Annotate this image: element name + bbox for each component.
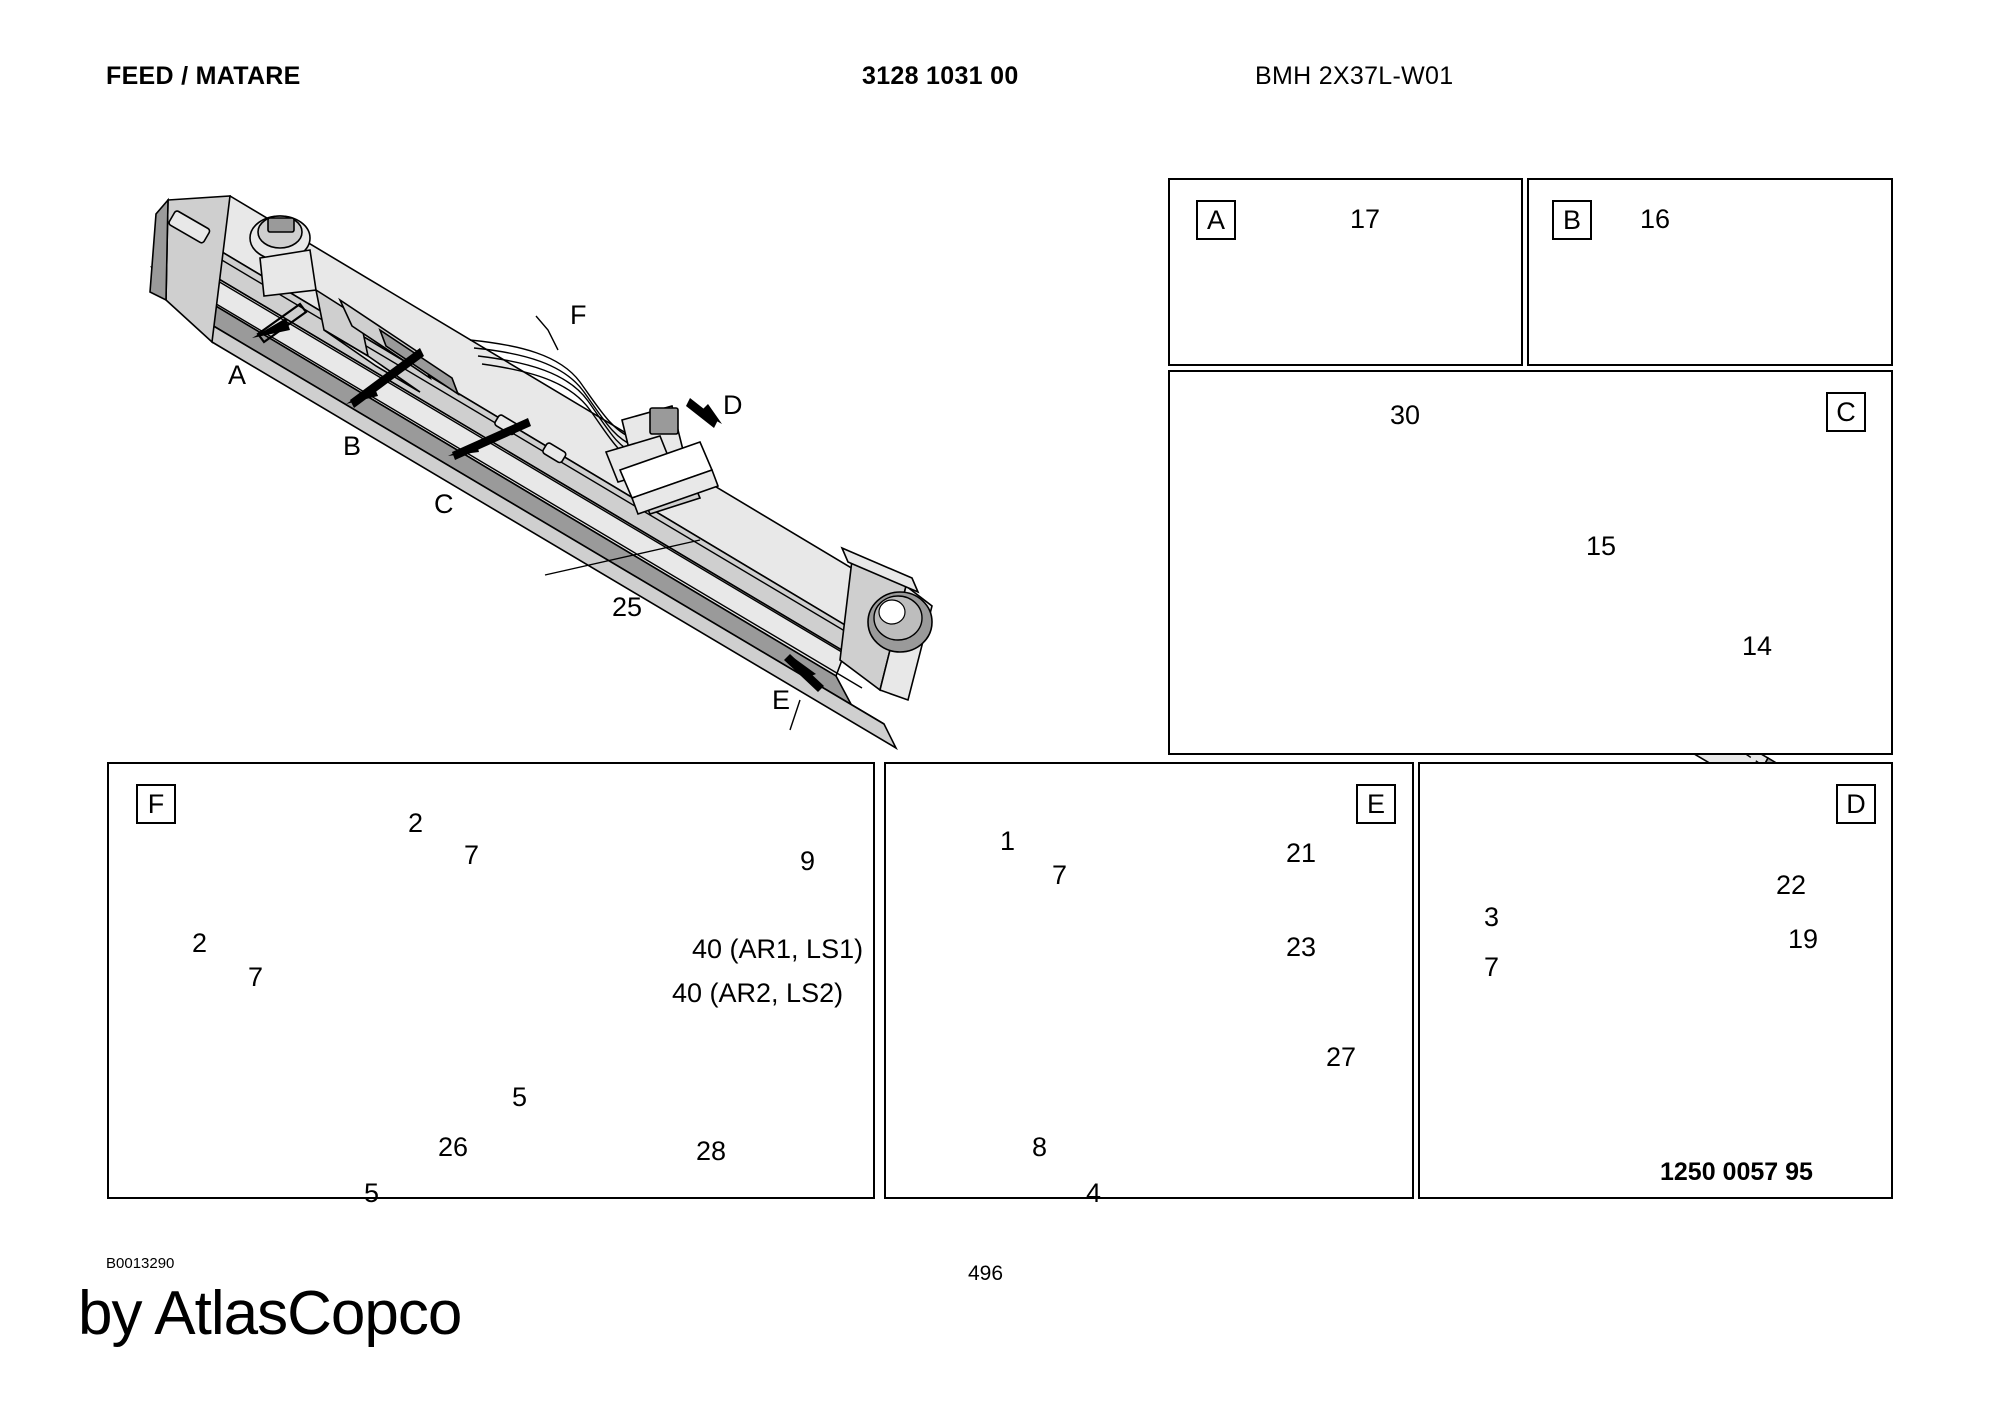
callout-e: E [772,685,791,715]
header-title: FEED / MATARE [106,62,301,90]
header-model: BMH 2X37L-W01 [1255,62,1454,90]
label-e-21: 21 [1286,838,1317,868]
label-14: 14 [1742,631,1773,661]
callout-c: C [434,489,454,519]
label-f-7a: 7 [464,840,480,870]
panel-letter-f: F [136,784,176,824]
label-d-22: 22 [1776,870,1807,900]
label-d-19: 19 [1788,924,1819,954]
page-number: 496 [968,1262,1004,1285]
label-e-8: 8 [1032,1132,1048,1162]
callout-25: 25 [612,592,643,622]
label-f-2b: 2 [192,928,208,958]
label-f-2a: 2 [408,808,424,838]
label-15: 15 [1586,531,1617,561]
label-e-4: 4 [1086,1178,1102,1208]
document-number: 1250 0057 95 [1660,1158,1813,1186]
panel-letter-e: E [1356,784,1396,824]
label-e-7: 7 [1052,860,1068,890]
label-e-27: 27 [1326,1042,1357,1072]
header-part-number: 3128 1031 00 [862,62,1019,90]
label-f-9: 9 [800,846,816,876]
panel-letter-d: D [1836,784,1876,824]
label-f-26: 26 [438,1132,469,1162]
panel-letter-a: A [1196,200,1236,240]
panel-letter-b: B [1552,200,1592,240]
callout-d: D [723,390,743,420]
callout-a: A [228,360,247,390]
panel-letter-c: C [1826,392,1866,432]
detail-panel-c [1168,370,1893,755]
brand-logo: by AtlasCopco [78,1279,462,1348]
label-17: 17 [1350,204,1381,234]
callout-b: B [343,431,362,461]
label-f-5b: 5 [364,1178,380,1208]
label-f-5a: 5 [512,1082,528,1112]
label-d-3: 3 [1484,902,1500,932]
label-f-28: 28 [696,1136,727,1166]
label-f-40-ar2: 40 (AR2, LS2) [672,978,844,1008]
label-16: 16 [1640,204,1671,234]
label-e-1: 1 [1000,826,1016,856]
drawing-code: B0013290 [106,1255,175,1272]
label-e-23: 23 [1286,932,1317,962]
detail-panel-e [884,762,1414,1199]
label-d-7: 7 [1484,952,1500,982]
label-30: 30 [1390,400,1421,430]
callout-f: F [570,300,587,330]
label-f-40-ar1: 40 (AR1, LS1) [692,934,864,964]
label-f-7b: 7 [248,962,264,992]
